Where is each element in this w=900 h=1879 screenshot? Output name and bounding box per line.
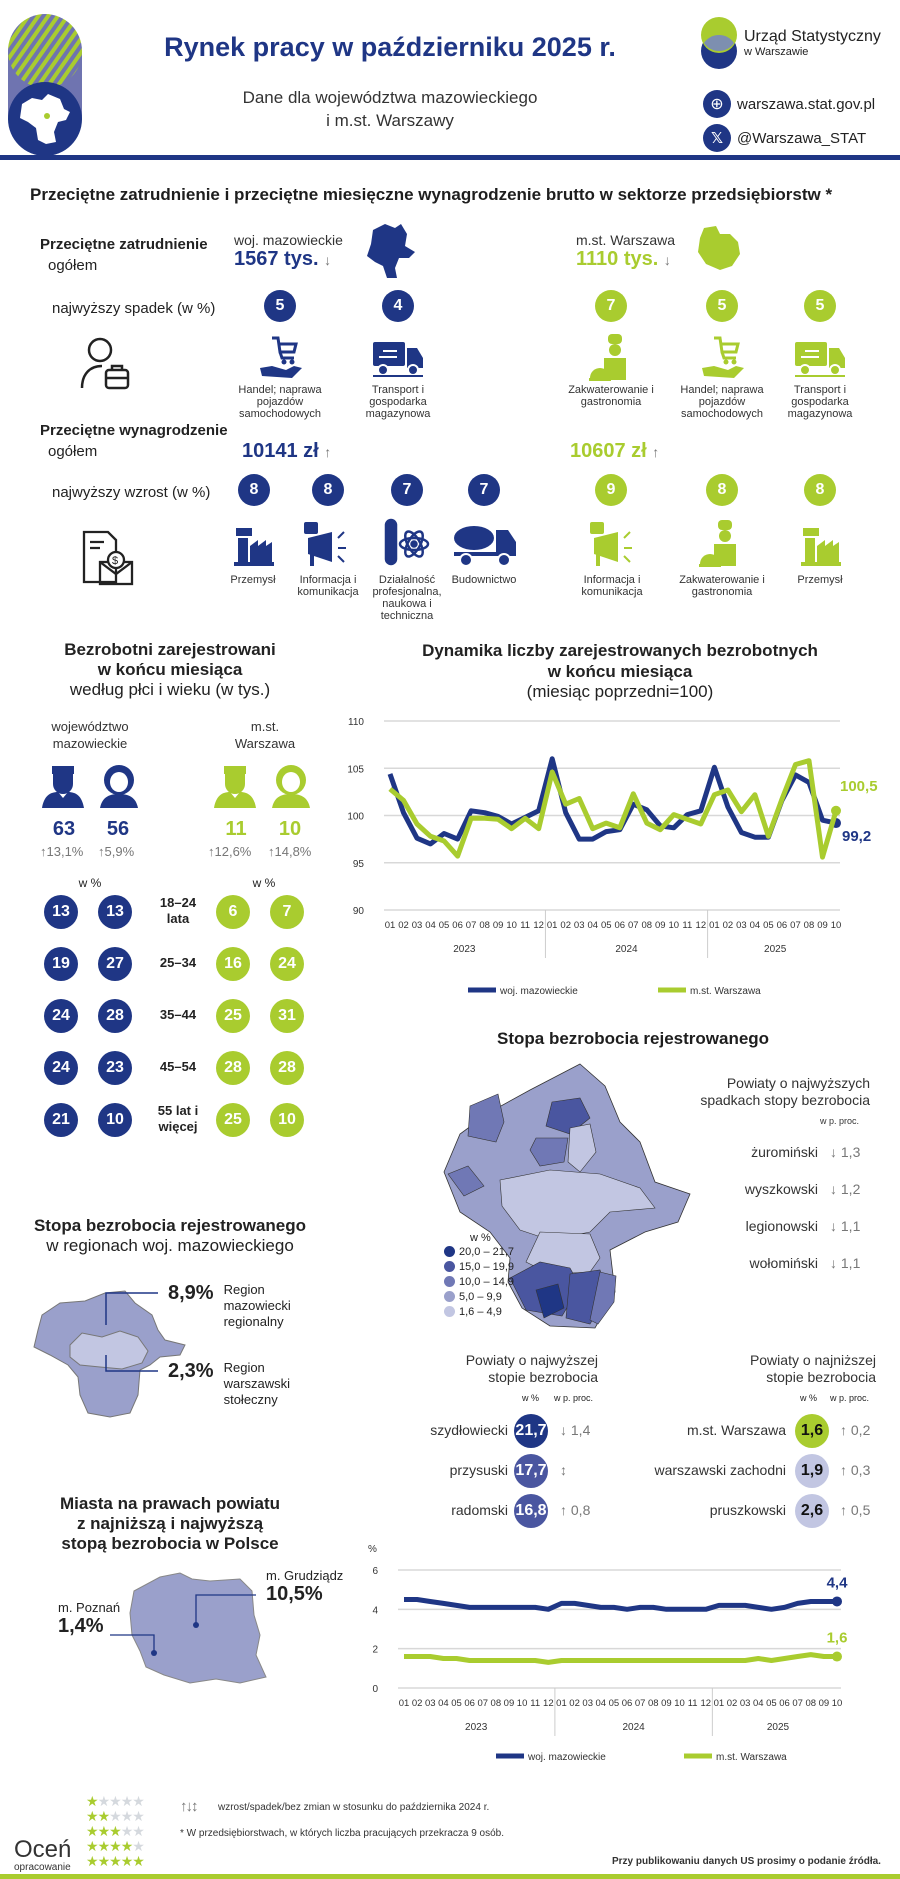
- chef-icon: [698, 518, 744, 568]
- year-label: 2025: [766, 1722, 790, 1733]
- age-share-waw-women: 24: [270, 947, 304, 981]
- legend-label: m.st. Warszawa: [690, 986, 761, 997]
- x-tick-label: 11: [530, 1698, 541, 1709]
- regions-title: Stopa bezrobocia rejestrowanego w regionach woj. mazowieckiego: [33, 1216, 307, 1255]
- trade-cart-icon: [700, 334, 746, 380]
- trade-cart-icon: [258, 334, 304, 380]
- increase-label: najwyższy wzrost (w %): [52, 484, 211, 501]
- x-tick-label: 12: [695, 920, 707, 931]
- legend-swatch: [444, 1246, 455, 1257]
- arrow-up-icon: ↑: [40, 844, 47, 859]
- star-icon: ★: [120, 1853, 133, 1869]
- highest-col-pp: w p. proc.: [554, 1393, 594, 1403]
- age-share-maz-women: 23: [98, 1051, 132, 1085]
- waw-women-count: 10: [278, 818, 302, 840]
- year-label: 2024: [615, 944, 638, 955]
- dynamics-line-chart: [340, 700, 900, 1010]
- y-tick-label: 95: [352, 858, 364, 870]
- page-title: Rynek pracy w październiku 2025 r.: [164, 32, 616, 62]
- x-tick-label: 03: [582, 1698, 593, 1709]
- legend-range: 15,0 – 19,9: [459, 1260, 515, 1273]
- x-tick-label: 03: [573, 920, 585, 931]
- legend-swatch: [444, 1306, 455, 1317]
- star-icon: ★: [97, 1808, 110, 1824]
- x-tick-label: 07: [634, 1698, 646, 1709]
- megaphone-icon: [586, 520, 638, 568]
- highest-col-pct: w %: [522, 1393, 540, 1403]
- powiat-change: ↕: [560, 1462, 567, 1478]
- star-icon: ★: [109, 1793, 121, 1809]
- x-tick-label: 08: [648, 1698, 659, 1709]
- powiat-change: ↑ 0,5: [840, 1502, 871, 1518]
- x-tick-label: 08: [490, 1698, 502, 1709]
- age-share-waw-women: 7: [270, 895, 304, 929]
- chef-icon: [588, 332, 634, 382]
- age-share-waw-men: 25: [216, 999, 250, 1033]
- x-tick-label: 06: [776, 920, 788, 931]
- star-icon: ★: [97, 1853, 110, 1869]
- star-icon: ★: [132, 1808, 144, 1824]
- y-tick-label: 90: [352, 906, 364, 917]
- header-divider: [0, 155, 900, 160]
- rating-row[interactable]: [86, 1794, 144, 1809]
- x-tick-label: 06: [779, 1698, 790, 1709]
- age-share-maz-men: 24: [44, 999, 78, 1033]
- powiat-name: legionowski: [745, 1218, 818, 1234]
- x-tick-label: 06: [621, 1698, 633, 1709]
- x-tick-label: 02: [398, 920, 409, 931]
- trend-arrow-icon: ↓: [663, 252, 671, 268]
- highest-title: Powiaty o najwyższej stopie bezrobocia: [465, 1352, 598, 1385]
- maz-pct-label: w %: [78, 876, 102, 890]
- maz-women-change: ↑5,9%: [98, 844, 135, 859]
- truck-icon: [793, 340, 847, 378]
- declines-unit: w p. proc.: [820, 1116, 860, 1126]
- powiat-name: warszawski zachodni: [654, 1462, 786, 1478]
- x-tick-label: 04: [425, 920, 436, 931]
- legend-label: woj. mazowieckie: [500, 986, 578, 997]
- y-tick-label: 110: [348, 717, 364, 728]
- year-label: 2025: [764, 944, 787, 955]
- man-icon: [40, 764, 86, 810]
- x-tick-label: 01: [556, 1698, 567, 1709]
- age-group-label: 55 lat i więcej: [157, 1103, 199, 1134]
- map-section-title: Stopa bezrobocia rejestrowanego: [497, 1029, 770, 1048]
- region-warszawski-stoleczny-shape: [70, 1331, 148, 1369]
- powiat-rate: 16,8: [514, 1494, 548, 1528]
- wage-label: Przeciętne wynagrodzenie ogółem: [40, 422, 228, 460]
- declines-title: Powiaty o najwyższych spadkach stopy bezrobocia: [700, 1075, 870, 1108]
- rating-row[interactable]: [86, 1809, 144, 1824]
- x-tick-label: 05: [451, 1698, 462, 1709]
- x-tick-label: 03: [736, 920, 747, 931]
- arrow-up-icon: ↑: [268, 844, 275, 859]
- powiat-change: ↑ 0,2: [840, 1422, 871, 1438]
- powiat-name: m.st. Warszawa: [686, 1422, 786, 1438]
- region-2: 2,3% Region warszawski stołeczny: [168, 1360, 291, 1407]
- legend-rows: [444, 1244, 514, 1319]
- x-tick-label: 10: [830, 920, 842, 931]
- x-tick-label: 11: [520, 920, 531, 931]
- legend-range: 10,0 – 14,9: [459, 1275, 515, 1288]
- x-tick-label: 05: [763, 920, 774, 931]
- arrow-up-icon: ↑: [208, 844, 215, 859]
- x-tick-label: 09: [817, 920, 828, 931]
- x-tick-label: 04: [752, 1698, 764, 1709]
- x-tick-label: 07: [477, 1698, 489, 1709]
- rating-row[interactable]: [86, 1854, 144, 1869]
- age-share-maz-women: 27: [98, 947, 132, 981]
- footer: [0, 1790, 900, 1879]
- x-tick-label: 01: [398, 1698, 410, 1709]
- x-tick-label: 12: [533, 920, 544, 931]
- org-logo-icon: [700, 16, 738, 70]
- maz-employment: woj. mazowieckie 1567 tys. ↓: [234, 232, 343, 270]
- x-tick-label: 07: [465, 920, 477, 931]
- legend-arrows-icon: ↑↓↕: [180, 1798, 197, 1815]
- star-icon: ★: [97, 1838, 110, 1854]
- powiat-rate: 2,6: [795, 1494, 829, 1528]
- star-icon: ★: [120, 1838, 133, 1854]
- year-label: 2024: [622, 1722, 645, 1733]
- rating-row[interactable]: [86, 1839, 144, 1854]
- footer-bar: [0, 1874, 900, 1879]
- waw-region-label: m.st. Warszawa: [234, 719, 296, 751]
- x-tick-label: 11: [682, 920, 693, 931]
- employment-section-title: Przeciętne zatrudnienie i przeciętne miesięczne wynagrodzenie brutto w sektorze przedsiębiorstw *: [30, 185, 833, 204]
- header: [0, 0, 900, 160]
- legend-text: wzrost/spadek/bez zmian w stosunku do października 2024 r.: [218, 1802, 490, 1813]
- star-icon: ★: [86, 1838, 98, 1854]
- legend-item: [444, 1289, 514, 1304]
- city-high: m. Grudziądz 10,5%: [266, 1568, 344, 1605]
- x-tick-label: 11: [687, 1698, 698, 1709]
- waw-employment: m.st. Warszawa 1110 tys. ↓: [576, 232, 676, 270]
- powiat-rate: 21,7: [514, 1414, 548, 1448]
- powiat-change: ↓ 1,4: [560, 1422, 591, 1438]
- x-tick-label: 07: [627, 920, 639, 931]
- waw-wage: 10607 zł ↑: [570, 440, 660, 462]
- legend-swatch: [444, 1276, 455, 1287]
- x-tick-label: 12: [543, 1698, 554, 1709]
- x-tick-label: 10: [516, 1698, 528, 1709]
- map-legend: w % 20,0 – 21,7 15,0 – 19,9 10,0 – 14,9 5,0 – 9,9 1,6 – 4,9: [444, 1232, 514, 1319]
- powiat-change: ↑ 0,3: [840, 1462, 871, 1478]
- subtitle-line-2: i m.st. Warszawy: [326, 111, 454, 130]
- x-tick-label: 04: [587, 920, 599, 931]
- age-group-label: 25–34: [159, 955, 197, 970]
- dynamics-chart-title: [360, 640, 880, 702]
- series-end-label-1: 1,6: [826, 1629, 848, 1647]
- series-end-label-0: 99,2: [842, 828, 872, 846]
- star-icon: ★: [132, 1853, 144, 1869]
- x-tick-label: 08: [805, 1698, 817, 1709]
- maz-emp-value: 1567 tys.: [234, 248, 319, 270]
- star-icon: ★: [86, 1808, 98, 1824]
- age-share-maz-women: 13: [98, 895, 132, 929]
- star-icon: ★: [120, 1823, 133, 1839]
- x-tick-label: 03: [424, 1698, 436, 1709]
- age-share-maz-men: 13: [44, 895, 78, 929]
- waw-men-count: 11: [225, 818, 247, 840]
- year-label: 2023: [453, 944, 476, 955]
- x-tick-label: 03: [411, 920, 423, 931]
- decline-label: najwyższy spadek (w %): [52, 300, 216, 317]
- age-share-waw-men: 6: [216, 895, 250, 929]
- x-tick-label: 10: [668, 920, 680, 931]
- employee-briefcase-icon: [78, 336, 136, 392]
- star-icon: ★: [120, 1793, 133, 1809]
- x-tick-label: 06: [452, 920, 463, 931]
- factory-icon: [799, 524, 841, 566]
- star-icon: ★: [97, 1793, 110, 1809]
- footnote: * W przedsiębiorstwach, w których liczba pracujących przekracza 9 osób.: [180, 1828, 505, 1839]
- subtitle-line-1: Dane dla województwa mazowieckiego: [242, 88, 538, 107]
- series-end-label-1: 100,5: [840, 777, 878, 795]
- poland-map: [120, 1565, 270, 1683]
- globe-icon: ⊕: [703, 90, 731, 118]
- y-tick-label: 2: [372, 1644, 378, 1656]
- lowest-title: Powiaty o najniższej stopie bezrobocia: [749, 1352, 876, 1385]
- legend-label: m.st. Warszawa: [716, 1752, 787, 1763]
- dynamics-title: Dynamika liczby zarejestrowanych bezrobotnych w końcu miesiąca: [422, 641, 818, 681]
- age-share-maz-men: 19: [44, 947, 78, 981]
- star-icon: ★: [132, 1823, 144, 1839]
- legend-range: 1,6 – 4,9: [459, 1305, 502, 1318]
- powiat-rate: 1,6: [795, 1414, 829, 1448]
- star-icon: ★: [86, 1853, 98, 1869]
- unemployment-rate-chart: [370, 1540, 900, 1770]
- x-tick-label: 01: [384, 920, 396, 931]
- series-end-marker-1: [831, 806, 841, 816]
- arrow-up-icon: ↑: [98, 844, 105, 859]
- man-icon: [212, 764, 258, 810]
- x-tick-label: 03: [739, 1698, 751, 1709]
- x-tick-label: 02: [411, 1698, 423, 1709]
- legend-item: [444, 1304, 514, 1319]
- series-line-0: [404, 1600, 837, 1610]
- series-end-label-0: 4,4: [826, 1574, 848, 1592]
- maz-women-count: 56: [106, 818, 130, 840]
- legend-swatch: [444, 1291, 455, 1302]
- x-tick-label: 07: [792, 1698, 803, 1709]
- lowest-col-pp: w p. proc.: [830, 1393, 870, 1403]
- rate-label[interactable]: Oceń opracowanie: [14, 1836, 72, 1873]
- powiat-name: wołomiński: [749, 1255, 818, 1271]
- x-tick-label: 01: [546, 920, 558, 931]
- legend-item: [444, 1244, 514, 1259]
- age-share-waw-men: 16: [216, 947, 250, 981]
- x-tick-label: 12: [700, 1698, 712, 1709]
- x-tick-label: 05: [600, 920, 612, 931]
- x-tick-label: 02: [722, 920, 734, 931]
- megaphone-icon: [300, 520, 352, 568]
- trend-arrow-icon: ↑: [324, 444, 332, 460]
- x-tick-label: 05: [766, 1698, 777, 1709]
- star-icon: ★: [132, 1793, 144, 1809]
- x-tick-label: 06: [614, 920, 626, 931]
- org-name: Urząd Statystyczny w Warszawie: [744, 28, 881, 58]
- star-icon: ★: [86, 1793, 98, 1809]
- y-axis-label: %: [368, 1544, 377, 1555]
- age-share-waw-men: 25: [216, 1103, 250, 1137]
- payslip-envelope-icon: [80, 528, 136, 586]
- x-tick-label: 02: [726, 1698, 738, 1709]
- age-group-label: 45–54: [159, 1059, 197, 1074]
- year-label: 2023: [465, 1722, 488, 1733]
- star-icon: ★: [109, 1838, 121, 1854]
- woman-icon: [98, 764, 140, 810]
- truck-icon: [371, 340, 425, 378]
- mazowieckie-map-icon: [365, 222, 417, 280]
- age-share-maz-men: 21: [44, 1103, 78, 1137]
- source-note: Przy publikowaniu danych US prosimy o podanie źródła.: [612, 1856, 881, 1867]
- dynamics-subtitle: (miesiąc poprzedni=100): [526, 682, 714, 701]
- x-tick-label: 05: [438, 920, 450, 931]
- x-tick-label: 08: [479, 920, 490, 931]
- star-icon: ★: [120, 1808, 133, 1824]
- series-line-1: [404, 1655, 837, 1663]
- region-1: 8,9% Region mazowiecki regionalny: [168, 1282, 291, 1329]
- x-tick-label: 04: [438, 1698, 449, 1709]
- y-tick-label: 6: [372, 1566, 378, 1577]
- waw-women-change: ↑14,8%: [268, 844, 312, 859]
- powiat-change: ↓ 1,1: [830, 1218, 861, 1234]
- star-icon: ★: [97, 1823, 110, 1839]
- page-subtitle: [200, 86, 580, 132]
- y-tick-label: 105: [347, 764, 364, 776]
- x-tick-label: 01: [713, 1698, 725, 1709]
- age-share-maz-women: 28: [98, 999, 132, 1033]
- x-tick-label: 10: [674, 1698, 685, 1709]
- star-icon: ★: [109, 1853, 121, 1869]
- y-tick-label: 4: [372, 1605, 378, 1617]
- age-share-waw-men: 28: [216, 1051, 250, 1085]
- legend-label: woj. mazowieckie: [528, 1752, 606, 1763]
- powiat-change: ↓ 1,3: [830, 1144, 861, 1160]
- woman-icon: [270, 764, 312, 810]
- waw-pct-label: w %: [252, 876, 276, 890]
- maz-wage: 10141 zł ↑: [242, 440, 332, 462]
- x-tick-label: 06: [464, 1698, 475, 1709]
- waw-emp-value: 1110 tys.: [576, 248, 659, 270]
- powiat-change: ↑ 0,8: [560, 1502, 591, 1518]
- x-tick-label: 09: [818, 1698, 830, 1709]
- city-low: m. Poznań 1,4%: [58, 1600, 121, 1637]
- warszawa-map-icon: [694, 224, 744, 272]
- x-tick-label: 08: [641, 920, 653, 931]
- x-tick-label: 04: [749, 920, 761, 931]
- maz-region-label: województwo mazowieckie: [51, 719, 129, 751]
- series-end-marker-1: [832, 1652, 842, 1662]
- powiat-name: szydłowiecki: [430, 1422, 508, 1438]
- age-share-waw-women: 28: [270, 1051, 304, 1085]
- age-share-maz-women: 10: [98, 1103, 132, 1137]
- x-tick-label: 09: [655, 920, 666, 931]
- x-tick-label: 08: [803, 920, 815, 931]
- concrete-mixer-icon: [452, 522, 518, 568]
- age-share-waw-women: 31: [270, 999, 304, 1033]
- y-tick-label: 100: [347, 811, 364, 823]
- x-tick-label: 10: [506, 920, 517, 931]
- gus-emblem: [8, 14, 82, 156]
- x-tick-label: 02: [560, 920, 571, 931]
- svg-text:$: $: [112, 555, 119, 567]
- series-end-marker-0: [832, 1596, 842, 1606]
- powiat-name: żuromiński: [751, 1144, 818, 1160]
- legend-item: [444, 1274, 514, 1289]
- unemployed-title: Bezrobotni zarejestrowani w końcu miesiąca według płci i wieku (w tys.): [64, 640, 276, 699]
- maz-men-change: ↑13,1%: [40, 844, 84, 859]
- x-tick-label: 09: [503, 1698, 515, 1709]
- maz-men-count: 63: [52, 818, 76, 840]
- age-share-maz-men: 24: [44, 1051, 78, 1085]
- x-tick-label: 04: [595, 1698, 607, 1709]
- y-tick-label: 0: [372, 1684, 378, 1695]
- powiat-name: radomski: [451, 1502, 508, 1518]
- powiat-change: ↓ 1,1: [830, 1255, 861, 1271]
- star-icon: ★: [109, 1808, 121, 1824]
- twitter-link[interactable]: 𝕏 @Warszawa_STAT: [703, 124, 866, 152]
- age-group-label: 18–24 lata: [159, 895, 197, 926]
- powiat-change: ↓ 1,2: [830, 1181, 861, 1197]
- series-line-1: [390, 761, 836, 857]
- powiat-rate: 1,9: [795, 1454, 829, 1488]
- x-tick-label: 01: [709, 920, 720, 931]
- x-tick-label: 09: [492, 920, 504, 931]
- powiat-name: wyszkowski: [744, 1181, 818, 1197]
- powiat-rate: 17,7: [514, 1454, 548, 1488]
- legend-swatch: [444, 1261, 455, 1272]
- rating-row[interactable]: [86, 1824, 144, 1839]
- rating-stars[interactable]: [86, 1794, 144, 1869]
- legend-range: 5,0 – 9,9: [459, 1290, 502, 1303]
- x-tick-label: 09: [661, 1698, 672, 1709]
- x-tick-label: 05: [608, 1698, 620, 1709]
- star-icon: ★: [86, 1823, 98, 1839]
- powiat-name: przysuski: [449, 1462, 508, 1478]
- x-tick-label: 02: [569, 1698, 580, 1709]
- age-group-label: 35–44: [159, 1007, 197, 1022]
- science-icon: [382, 518, 432, 568]
- trend-arrow-icon: ↑: [652, 444, 660, 460]
- x-tick-label: 07: [790, 920, 801, 931]
- star-icon: ★: [132, 1838, 144, 1854]
- star-icon: ★: [109, 1823, 121, 1839]
- x-logo-icon: 𝕏: [703, 124, 731, 152]
- employment-label: Przeciętne zatrudnienie ogółem: [40, 236, 208, 274]
- trend-arrow-icon: ↓: [324, 252, 332, 268]
- website-link[interactable]: ⊕ warszawa.stat.gov.pl: [703, 90, 875, 118]
- factory-icon: [232, 524, 274, 566]
- legend-range: 20,0 – 21,7: [459, 1245, 515, 1258]
- waw-men-change: ↑12,6%: [208, 844, 252, 859]
- x-tick-label: 10: [831, 1698, 843, 1709]
- powiat-name: pruszkowski: [709, 1502, 786, 1518]
- lowest-col-pct: w %: [800, 1393, 818, 1403]
- cities-title: Miasta na prawach powiatu z najniższą i najwyższą stopą bezrobocia w Polsce: [59, 1494, 281, 1553]
- legend-item: [444, 1259, 514, 1274]
- age-share-waw-women: 10: [270, 1103, 304, 1137]
